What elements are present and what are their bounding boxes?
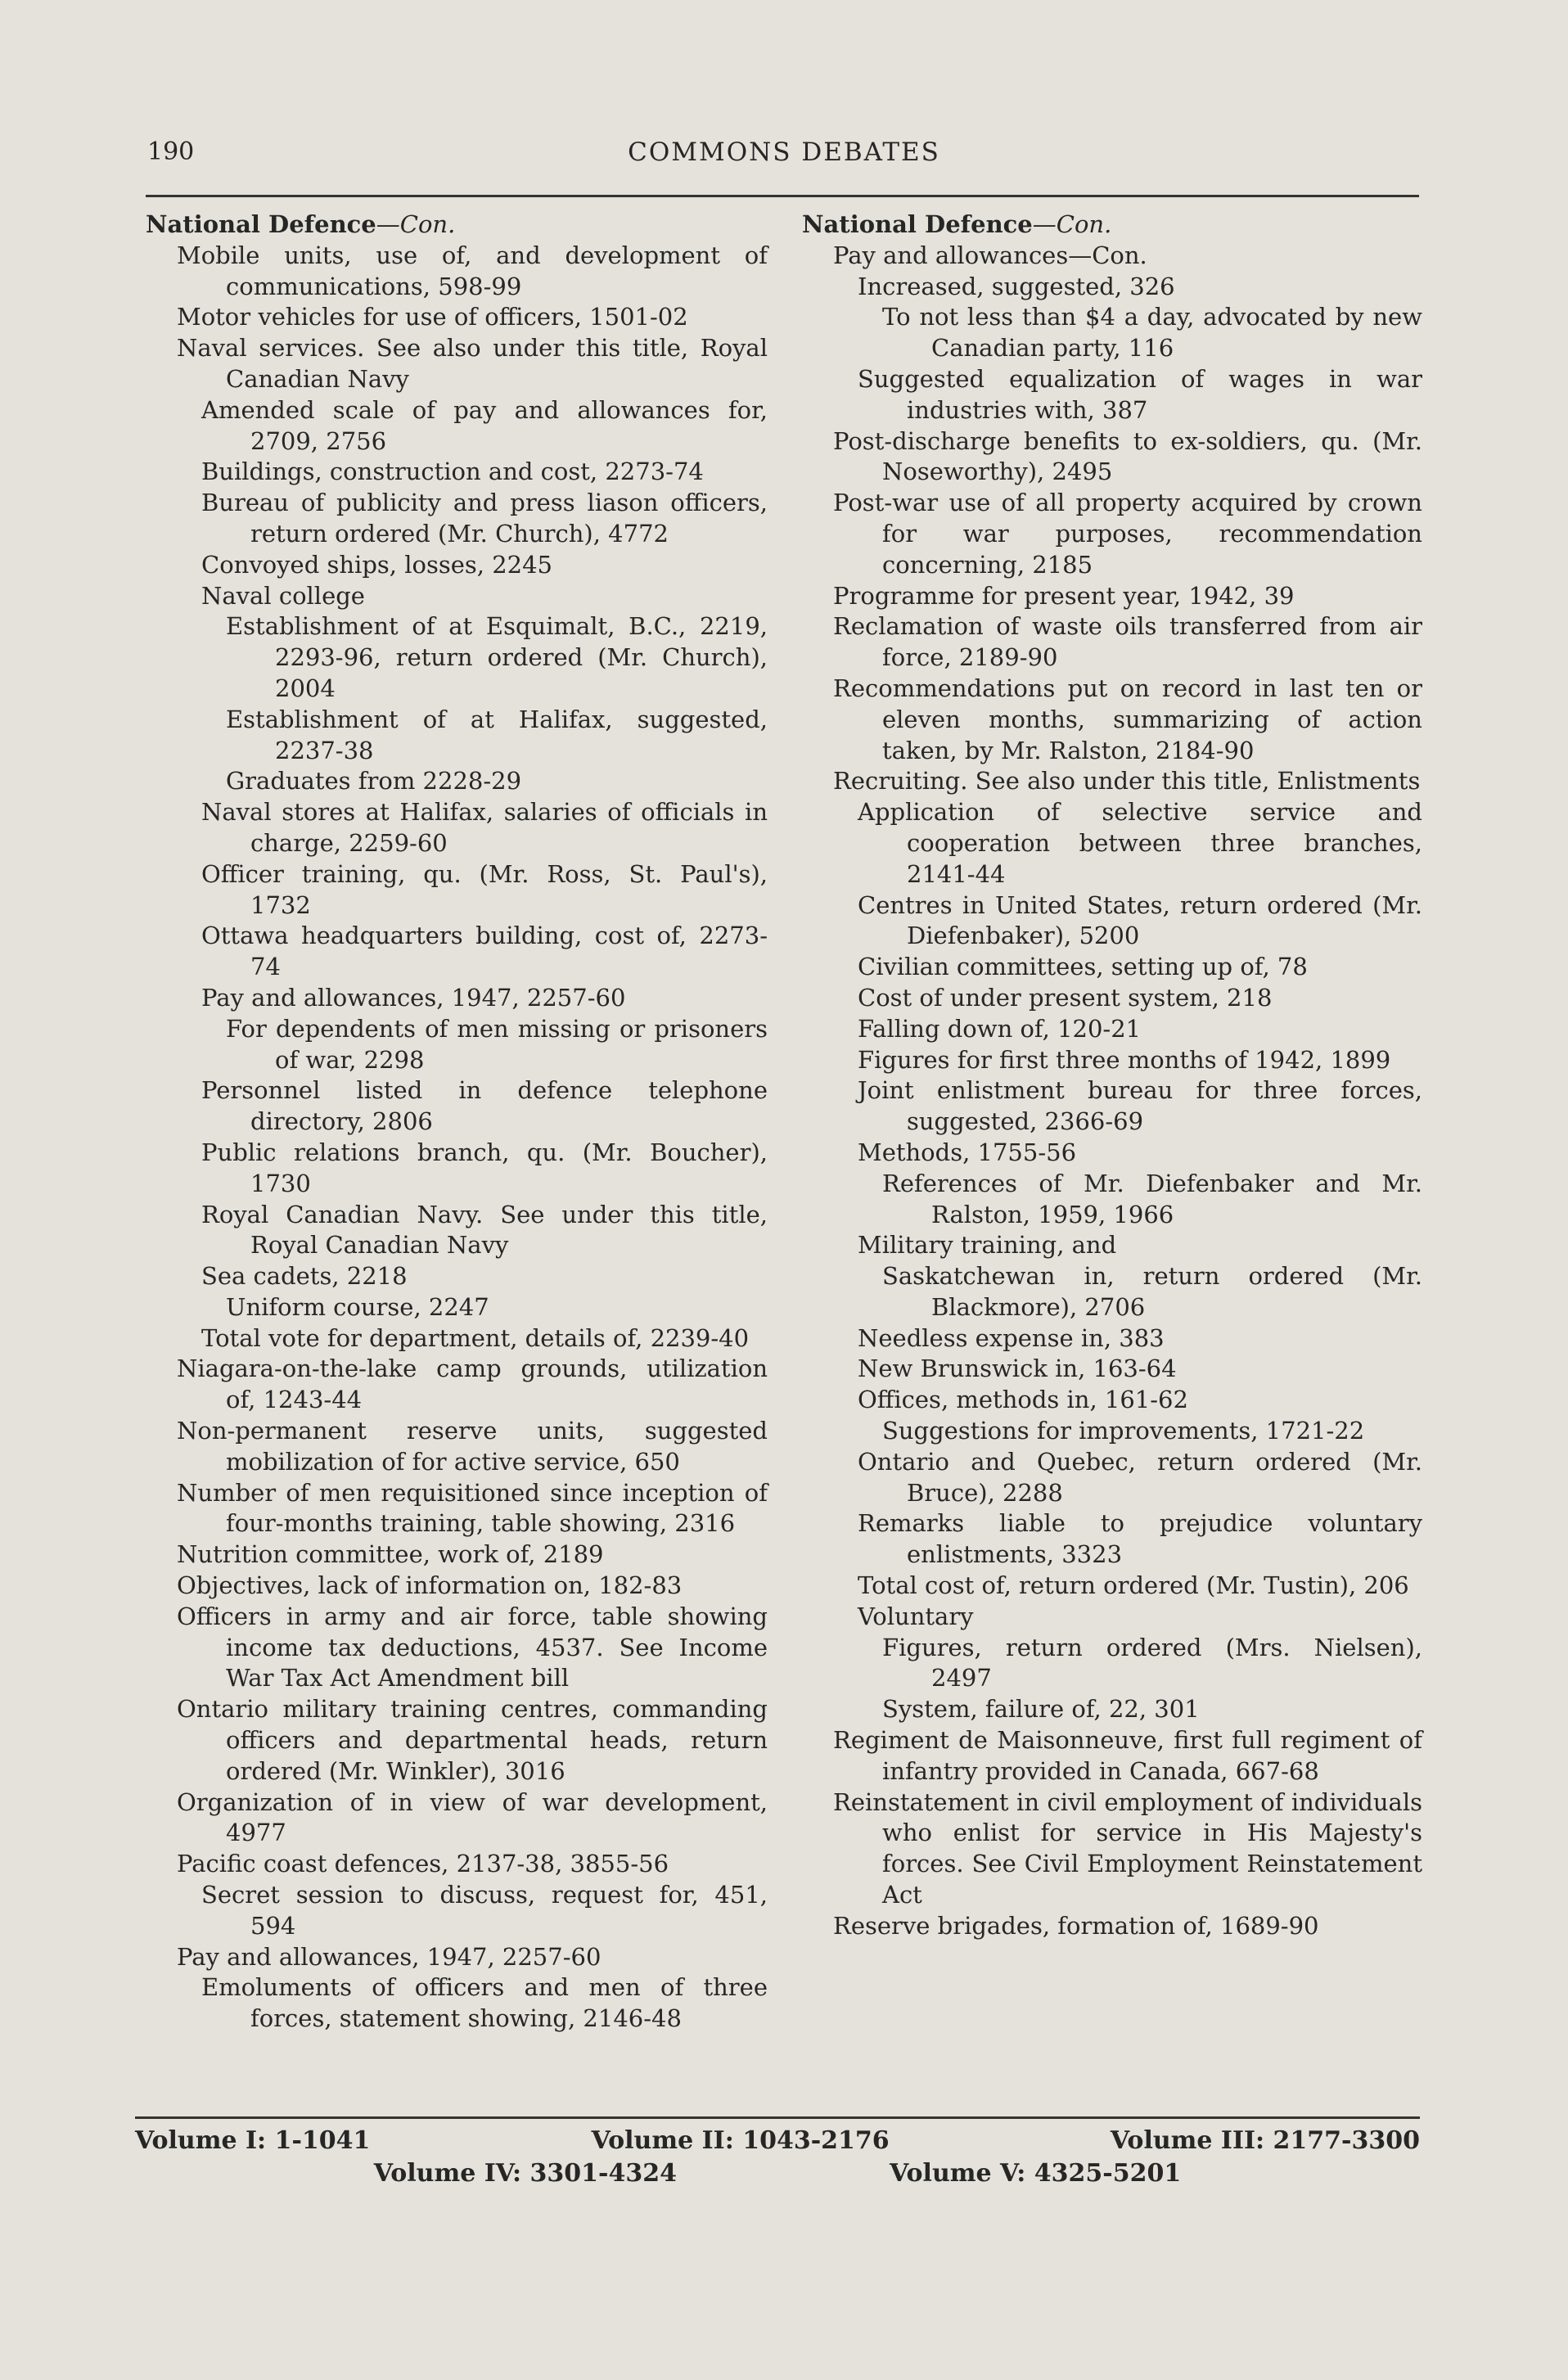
heading-continued: —Con. bbox=[376, 210, 456, 238]
header-rule bbox=[146, 195, 1419, 197]
volume-range: Volume IV: 3301-4324 bbox=[373, 2159, 678, 2188]
page-title: COMMONS DEBATES bbox=[628, 137, 940, 167]
index-entry: Increased, suggested, 326 bbox=[858, 272, 1175, 300]
index-entry: Pay and allowances, 1947, 2257-60 bbox=[177, 1942, 602, 1971]
right-column bbox=[802, 210, 1422, 1942]
index-entry: System, failure of, 22, 301 bbox=[882, 1695, 1200, 1724]
index-entry: Pay and allowances—Con. bbox=[833, 241, 1147, 269]
index-entry: Remarks liable to prejudice voluntary enlistments, 3323 bbox=[858, 1509, 1422, 1569]
index-entry: Post-war use of all property acquired by crown for war purposes, recommendation concerning, 2185 bbox=[833, 489, 1422, 579]
column-heading bbox=[146, 210, 768, 241]
index-entry: Sea cadets, 2218 bbox=[201, 1262, 408, 1291]
volume-range: Volume II: 1043-2176 bbox=[591, 2126, 890, 2155]
index-entry: Civilian committees, setting up of, 78 bbox=[858, 953, 1308, 981]
left-column bbox=[146, 210, 768, 2035]
index-entry: Organization of in view of war development, 4977 bbox=[177, 1787, 768, 1847]
index-entry: Reclamation of waste oils transferred from air force, 2189-90 bbox=[833, 612, 1422, 672]
index-entry: Establishment of at Halifax, suggested, 2237-38 bbox=[226, 705, 768, 764]
heading-continued: —Con. bbox=[1032, 210, 1112, 238]
footer-rule bbox=[135, 2116, 1420, 2119]
index-entry: Non-permanent reserve units, suggested mobilization of for active service, 650 bbox=[177, 1417, 768, 1476]
index-entry: Offices, methods in, 161-62 bbox=[858, 1386, 1188, 1414]
index-entry: Niagara-on-the-lake camp grounds, utilization of, 1243-44 bbox=[177, 1355, 768, 1414]
index-entry: Suggested equalization of wages in war industries with, 387 bbox=[858, 364, 1422, 424]
index-entry: Ottawa headquarters building, cost of, 2273-74 bbox=[201, 922, 768, 981]
volume-range: Volume III: 2177-3300 bbox=[1110, 2126, 1420, 2155]
index-entry: Post-discharge benefits to ex-soldiers, qu. (Mr. Noseworthy), 2495 bbox=[833, 426, 1422, 486]
index-entry: New Brunswick in, 163-64 bbox=[858, 1355, 1177, 1383]
index-entry: Objectives, lack of information on, 182-83 bbox=[177, 1571, 683, 1600]
index-entry: Personnel listed in defence telephone directory, 2806 bbox=[201, 1076, 768, 1136]
index-entry: Secret session to discuss, request for, 451, 594 bbox=[201, 1881, 768, 1940]
index-entry: Reinstatement in civil employment of individuals who enlist for service in His Majesty's forces. See Civil Employment Reinstatement Act bbox=[833, 1787, 1422, 1909]
index-entry: Establishment of at Esquimalt, B.C., 2219, 2293-96, return ordered (Mr. Church), 2004 bbox=[226, 612, 768, 702]
index-entry: Saskatchewan in, return ordered (Mr. Blackmore), 2706 bbox=[882, 1262, 1422, 1321]
index-entry: To not less than $4 a day, advocated by new Canadian party, 116 bbox=[882, 303, 1422, 363]
index-entry: Uniform course, 2247 bbox=[226, 1292, 489, 1321]
index-entry: Graduates from 2228-29 bbox=[226, 767, 522, 796]
index-entry: Military training, and bbox=[858, 1231, 1117, 1260]
volume-range: Volume V: 4325-5201 bbox=[890, 2159, 1182, 2188]
index-entry: Amended scale of pay and allowances for, 2709, 2756 bbox=[201, 395, 768, 455]
index-entry: Pacific coast defences, 2137-38, 3855-56 bbox=[177, 1850, 669, 1878]
index-entry: Ontario and Quebec, return ordered (Mr. Bruce), 2288 bbox=[858, 1447, 1422, 1507]
volume-footer bbox=[135, 2125, 1420, 2190]
index-entry: Pay and allowances, 1947, 2257-60 bbox=[201, 983, 626, 1012]
index-entry: Centres in United States, return ordered (Mr. Diefenbaker), 5200 bbox=[858, 890, 1422, 950]
index-entry: Recommendations put on record in last ten or eleven months, summarizing of action taken, by Mr. Ralston, 2184-90 bbox=[833, 674, 1422, 764]
index-entry: Royal Canadian Navy. See under this title, Royal Canadian Navy bbox=[201, 1200, 768, 1260]
index-entry: Motor vehicles for use of officers, 1501-02 bbox=[177, 303, 688, 331]
index-entry: Figures, return ordered (Mrs. Nielsen), 2497 bbox=[882, 1633, 1422, 1693]
index-entry: Officers in army and air force, table showing income tax deductions, 4537. See Income War Tax Act Amendment bill bbox=[177, 1602, 768, 1693]
index-entry: Cost of under present system, 218 bbox=[858, 983, 1273, 1012]
index-entry: Officer training, qu. (Mr. Ross, St. Paul's), 1732 bbox=[201, 859, 768, 919]
index-entry: Methods, 1755-56 bbox=[858, 1138, 1077, 1166]
index-entry: Naval stores at Halifax, salaries of officials in charge, 2259-60 bbox=[201, 798, 768, 857]
index-entries bbox=[802, 241, 1422, 1942]
heading-text: National Defence bbox=[802, 210, 1033, 238]
index-entry: Convoyed ships, losses, 2245 bbox=[201, 550, 552, 579]
index-entry: Mobile units, use of, and development of communications, 598-99 bbox=[177, 241, 768, 300]
index-entry: References of Mr. Diefenbaker and Mr. Ralston, 1959, 1966 bbox=[882, 1169, 1422, 1228]
footer-row bbox=[135, 2157, 1420, 2190]
index-entry: Suggestions for improvements, 1721-22 bbox=[882, 1417, 1365, 1445]
index-entry: Programme for present year, 1942, 39 bbox=[833, 581, 1295, 610]
index-entry: Bureau of publicity and press liason officers, return ordered (Mr. Church), 4772 bbox=[201, 489, 768, 548]
index-entry: Nutrition committee, work of, 2189 bbox=[177, 1540, 604, 1569]
index-entry: Reserve brigades, formation of, 1689-90 bbox=[833, 1911, 1319, 1940]
index-entry: Naval college bbox=[201, 581, 365, 610]
index-entry: Emoluments of officers and men of three forces, statement showing, 2146-48 bbox=[201, 1973, 768, 2033]
index-entry: Falling down of, 120-21 bbox=[858, 1014, 1142, 1043]
index-entry: Regiment de Maisonneuve, first full regiment of infantry provided in Canada, 667-68 bbox=[833, 1726, 1422, 1785]
index-entry: Figures for first three months of 1942, 1899 bbox=[858, 1045, 1391, 1074]
index-entry: Public relations branch, qu. (Mr. Boucher), 1730 bbox=[201, 1138, 768, 1197]
index-entry: Recruiting. See also under this title, Enlistments bbox=[833, 767, 1421, 796]
index-entry: Ontario military training centres, commanding officers and departmental heads, return ordered (Mr. Winkler), 3016 bbox=[177, 1695, 768, 1785]
index-entry: Total vote for department, details of, 2239-40 bbox=[201, 1323, 750, 1352]
heading-text: National Defence bbox=[146, 210, 376, 238]
index-entry: Joint enlistment bureau for three forces, suggested, 2366-69 bbox=[858, 1076, 1422, 1136]
index-entry: Total cost of, return ordered (Mr. Tustin), 206 bbox=[858, 1571, 1409, 1600]
volume-range: Volume I: 1-1041 bbox=[135, 2126, 371, 2155]
index-entry: Buildings, construction and cost, 2273-74 bbox=[201, 458, 704, 486]
index-entry: Application of selective service and cooperation between three branches, 2141-44 bbox=[858, 798, 1422, 888]
index-entry: Naval services. See also under this title, Royal Canadian Navy bbox=[177, 334, 768, 393]
index-entry: Voluntary bbox=[858, 1602, 974, 1630]
index-entry: Number of men requisitioned since inception of four-months training, table showing, 2316 bbox=[177, 1478, 768, 1538]
page-number: 190 bbox=[147, 137, 195, 166]
index-entries bbox=[146, 241, 768, 2035]
index-entry: Needless expense in, 383 bbox=[858, 1323, 1165, 1352]
index-entry: For dependents of men missing or prisoners of war, 2298 bbox=[226, 1014, 768, 1074]
footer-row bbox=[135, 2125, 1420, 2157]
column-heading bbox=[802, 210, 1422, 241]
